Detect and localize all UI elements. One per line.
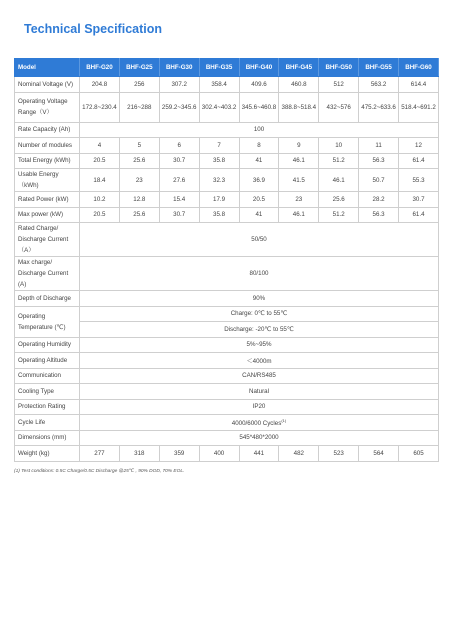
table-cell: 5%~95% [80, 337, 439, 353]
row-label: Rated Power (kW) [15, 192, 80, 208]
table-cell: 409.6 [239, 77, 279, 93]
table-cell: 46.1 [279, 153, 319, 169]
row-label-line: Range（V） [18, 109, 53, 116]
header-cell: BHF-G40 [239, 59, 279, 77]
table-cell: 277 [80, 446, 120, 462]
table-cell: 30.7 [159, 207, 199, 223]
table-cell: 204.8 [80, 77, 120, 93]
row-label [15, 306, 80, 337]
table-cell: 61.4 [399, 153, 439, 169]
table-cell: 41 [239, 207, 279, 223]
header-cell: BHF-G50 [319, 59, 359, 77]
table-cell: 30.7 [399, 192, 439, 208]
table-cell: 41 [239, 153, 279, 169]
table-row [15, 446, 439, 462]
header-cell: BHF-G35 [199, 59, 239, 77]
row-label: Rate Capacity (Ah) [15, 122, 80, 138]
table-cell: 50/50 [80, 223, 439, 257]
table-row [15, 92, 439, 122]
table-cell: 345.6~460.8 [239, 92, 279, 122]
table-row [15, 430, 439, 446]
table-cell: 51.2 [319, 207, 359, 223]
table-cell: 17.9 [199, 192, 239, 208]
table-cell [80, 415, 439, 431]
row-label-line: Max charge/ [18, 259, 53, 266]
table-cell: 10.2 [80, 192, 120, 208]
table-row [15, 153, 439, 169]
row-label: Max power (kW) [15, 207, 80, 223]
table-row [15, 207, 439, 223]
table-cell: 307.2 [159, 77, 199, 93]
table-cell: 6 [159, 138, 199, 154]
table-cell: 15.4 [159, 192, 199, 208]
row-label-line: Temperature (℃) [18, 323, 66, 331]
table-row [15, 138, 439, 154]
table-cell: 605 [399, 446, 439, 462]
table-cell: 25.6 [319, 192, 359, 208]
table-cell: 27.6 [159, 169, 199, 192]
row-label: Number of modules [15, 138, 80, 154]
row-label: Communication [15, 368, 80, 384]
table-cell: 302.4~403.2 [199, 92, 239, 122]
table-cell: 460.8 [279, 77, 319, 93]
table-cell: CAN/RS485 [80, 368, 439, 384]
table-cell: 23 [119, 169, 159, 192]
table-row [15, 77, 439, 93]
table-cell: 523 [319, 446, 359, 462]
row-label [15, 92, 80, 122]
table-row [15, 192, 439, 208]
table-cell: 25.6 [119, 153, 159, 169]
table-cell: 41.5 [279, 169, 319, 192]
table-cell: 12 [399, 138, 439, 154]
table-cell: 564 [359, 446, 399, 462]
table-cell: Charge: 0℃ to 55℃ [80, 306, 439, 322]
footnote-marker: (1) [281, 417, 287, 423]
row-label: Dimensions (mm) [15, 430, 80, 446]
row-label [15, 223, 80, 257]
table-cell: 10 [319, 138, 359, 154]
table-cell: 90% [80, 291, 439, 307]
table-row [15, 122, 439, 138]
table-cell: 35.8 [199, 207, 239, 223]
table-cell: 172.8~230.4 [80, 92, 120, 122]
table-cell: 32.3 [199, 169, 239, 192]
table-cell: 46.1 [319, 169, 359, 192]
row-label: Nominal Voltage (V) [15, 77, 80, 93]
row-label: Operating Humidity [15, 337, 80, 353]
table-cell: 46.1 [279, 207, 319, 223]
footnote: (1) Test conditions: 0.5C Charge/0.5C Discharge @25℃ , 90% DOD, 70% EOL. [14, 469, 185, 474]
table-cell: 61.4 [399, 207, 439, 223]
table-cell: 4 [80, 138, 120, 154]
row-label: Cooling Type [15, 384, 80, 400]
table-cell: 388.8~518.4 [279, 92, 319, 122]
table-row [15, 223, 439, 257]
table-cell: Natural [80, 384, 439, 400]
table-row [15, 169, 439, 192]
table-cell: 614.4 [399, 77, 439, 93]
table-cell: 56.3 [359, 153, 399, 169]
table-cell: 12.8 [119, 192, 159, 208]
header-cell: BHF-G20 [80, 59, 120, 77]
table-cell: 441 [239, 446, 279, 462]
header-cell: Model [15, 59, 80, 77]
cycle-life-value: 4000/6000 Cycles [231, 419, 282, 427]
table-row [15, 399, 439, 415]
table-cell: 9 [279, 138, 319, 154]
table-cell: 5 [119, 138, 159, 154]
table-cell: 256 [119, 77, 159, 93]
table-row [15, 306, 439, 322]
row-label: Depth of Discharge [15, 291, 80, 307]
table-cell: 20.5 [80, 207, 120, 223]
table-row [15, 291, 439, 307]
table-cell: 512 [319, 77, 359, 93]
table-row [15, 368, 439, 384]
spec-table [14, 58, 439, 462]
table-cell: IP20 [80, 399, 439, 415]
table-cell: 35.8 [199, 153, 239, 169]
table-cell: 400 [199, 446, 239, 462]
table-cell: 482 [279, 446, 319, 462]
table-cell: 25.6 [119, 207, 159, 223]
row-label-line: Rated Charge/ [18, 225, 59, 232]
table-cell: 318 [119, 446, 159, 462]
header-cell: BHF-G45 [279, 59, 319, 77]
table-row [15, 353, 439, 369]
table-row [15, 384, 439, 400]
table-cell: 259.2~345.6 [159, 92, 199, 122]
row-label-line: Discharge Current（A） [18, 236, 69, 254]
header-cell: BHF-G60 [399, 59, 439, 77]
row-label: Cycle Life [15, 415, 80, 431]
table-cell: 30.7 [159, 153, 199, 169]
header-cell: BHF-G30 [159, 59, 199, 77]
table-row [15, 337, 439, 353]
table-cell: 475.2~633.6 [359, 92, 399, 122]
table-cell: Discharge: -20℃ to 55℃ [80, 322, 439, 338]
row-label-line: Operating [18, 312, 46, 320]
table-cell: 7 [199, 138, 239, 154]
table-cell: 563.2 [359, 77, 399, 93]
table-cell: 8 [239, 138, 279, 154]
table-cell: ＜4000m [80, 353, 439, 369]
table-cell: 55.3 [399, 169, 439, 192]
table-row [15, 415, 439, 431]
table-cell: 36.9 [239, 169, 279, 192]
table-cell: 18.4 [80, 169, 120, 192]
table-cell: 80/100 [80, 257, 439, 291]
row-label-line: Operating Voltage [18, 98, 68, 105]
table-cell: 216~288 [119, 92, 159, 122]
page-title: Technical Specification [24, 22, 163, 36]
row-label: Operating Altitude [15, 353, 80, 369]
table-cell: 28.2 [359, 192, 399, 208]
table-cell: 432~576 [319, 92, 359, 122]
table-cell: 50.7 [359, 169, 399, 192]
table-cell: 100 [80, 122, 439, 138]
table-cell: 358.4 [199, 77, 239, 93]
table-header-row [15, 59, 439, 77]
table-cell: 20.5 [80, 153, 120, 169]
table-cell: 23 [279, 192, 319, 208]
row-label: Protection Rating [15, 399, 80, 415]
table-cell: 545*480*2000 [80, 430, 439, 446]
row-label: Total Energy (kWh) [15, 153, 80, 169]
row-label: Weight (kg) [15, 446, 80, 462]
table-cell: 11 [359, 138, 399, 154]
header-cell: BHF-G25 [119, 59, 159, 77]
row-label: Usable Energy（kWh) [15, 169, 80, 192]
header-cell: BHF-G55 [359, 59, 399, 77]
table-cell: 359 [159, 446, 199, 462]
row-label [15, 257, 80, 291]
table-cell: 56.3 [359, 207, 399, 223]
table-row [15, 257, 439, 291]
row-label-line: Discharge Current (A) [18, 270, 69, 288]
table-cell: 518.4~691.2 [399, 92, 439, 122]
table-cell: 20.5 [239, 192, 279, 208]
table-cell: 51.2 [319, 153, 359, 169]
